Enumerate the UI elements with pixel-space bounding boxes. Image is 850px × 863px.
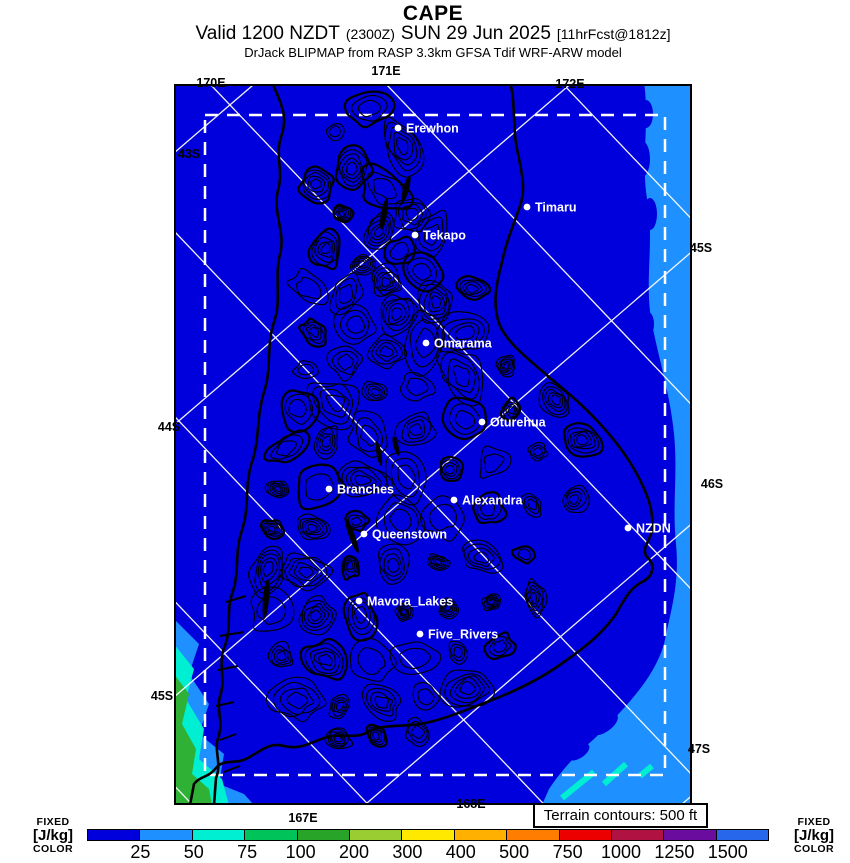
colorbar-tick-200: 200 — [338, 842, 370, 862]
cape-low-fill — [174, 84, 692, 805]
colorbar-tick-300: 300 — [392, 842, 423, 862]
map-svg — [174, 84, 692, 805]
station-dot-Oturehua — [479, 419, 486, 426]
cape-low-blob — [642, 312, 654, 336]
station-dot-Queenstown — [361, 531, 368, 538]
axis-label-44S: 44S — [157, 420, 181, 434]
colorbar-segment-1 — [139, 829, 192, 841]
colorbar-unit-label: [J/kg] — [793, 827, 834, 845]
cape-low-blob — [633, 249, 649, 289]
station-label-Five_Rivers: Five_Rivers — [428, 627, 499, 642]
axis-label-167E: 167E — [288, 811, 318, 825]
axis-label-170E: 170E — [196, 76, 226, 90]
forecast-hour: [11hrFcst@1812z] — [556, 26, 671, 42]
station-label-Tekapo: Tekapo — [423, 228, 466, 243]
axis-label-168E: 168E — [456, 797, 486, 811]
colorbar-color-label: COLOR — [33, 842, 73, 855]
axis-label-43S: 43S — [177, 147, 201, 161]
colorbar-tick-25: 25 — [130, 842, 151, 862]
axis-label-46S: 46S — [700, 477, 724, 491]
colorbar-fixed-label: FIXED — [36, 816, 70, 828]
colorbar-fixed-label: FIXED — [797, 816, 831, 828]
valid-time-line — [193, 23, 674, 45]
station-label-Queenstown: Queenstown — [372, 527, 448, 542]
colorbar-tick-500: 500 — [499, 842, 530, 862]
colorbar-tick-75: 75 — [237, 842, 258, 862]
colorbar-segment-4 — [297, 829, 350, 841]
cape-low-blob — [651, 576, 661, 592]
terrain-contours-note: Terrain contours: 500 ft — [533, 803, 708, 828]
colorbar-unit-label: [J/kg] — [32, 827, 73, 845]
colorbar-segment-7 — [454, 829, 507, 841]
station-dot-Omarama — [423, 340, 430, 347]
axis-label-45S: 45S — [689, 241, 713, 255]
colorbar-segment-5 — [349, 829, 402, 841]
colorbar-segment-6 — [401, 829, 454, 841]
cape-map — [174, 84, 692, 805]
colorbar-segment-2 — [192, 829, 245, 841]
station-dot-Tekapo — [412, 232, 419, 239]
station-label-Alexandra: Alexandra — [462, 493, 523, 508]
colorbar-segment-12 — [716, 829, 769, 841]
cape-colorbar — [87, 829, 769, 841]
station-label-Oturehua: Oturehua — [490, 415, 546, 430]
station-dot-Timaru — [524, 204, 531, 211]
station-dot-Mavora_Lakes — [356, 598, 363, 605]
station-dot-NZDN — [625, 525, 632, 532]
colorbar-units-right — [783, 817, 845, 855]
colorbar-segment-3 — [244, 829, 297, 841]
colorbar-tick-400: 400 — [445, 842, 476, 862]
axis-label-171E: 171E — [371, 64, 401, 78]
valid-time-utc: (2300Z) — [345, 26, 395, 42]
cape-low-blob — [634, 141, 650, 177]
axis-label-47S: 47S — [687, 742, 711, 756]
valid-time-main: Valid 1200 NZDT — [195, 23, 340, 44]
axis-label-45S: 45S — [150, 689, 174, 703]
cape-low-blob — [643, 198, 657, 230]
colorbar-tick-1000: 1000 — [600, 842, 642, 862]
station-label-Mavora_Lakes: Mavora_Lakes — [367, 594, 454, 609]
station-label-Omarama: Omarama — [434, 336, 492, 351]
station-label-Erewhon: Erewhon — [406, 121, 459, 136]
colorbar-tick-1500: 1500 — [707, 842, 748, 862]
station-label-Timaru: Timaru — [535, 200, 577, 215]
colorbar-segment-8 — [506, 829, 559, 841]
valid-date: SUN 29 Jun 2025 — [400, 23, 551, 44]
colorbar-units-left — [22, 817, 84, 855]
colorbar-segment-0 — [87, 829, 140, 841]
station-dot-Erewhon — [395, 125, 402, 132]
colorbar-tick-50: 50 — [183, 842, 204, 862]
colorbar-tick-750: 750 — [552, 842, 583, 862]
axis-label-172E: 172E — [555, 77, 585, 91]
station-dot-Five_Rivers — [417, 631, 424, 638]
map-layers — [174, 84, 692, 805]
colorbar-segment-10 — [611, 829, 664, 841]
colorbar-tick-100: 100 — [285, 842, 316, 862]
station-dot-Alexandra — [451, 497, 458, 504]
colorbar-color-label: COLOR — [794, 842, 834, 855]
colorbar-segment-11 — [663, 829, 716, 841]
station-dot-Branches — [326, 486, 333, 493]
station-label-Branches: Branches — [337, 482, 394, 497]
colorbar-tick-1250: 1250 — [654, 842, 695, 862]
station-label-NZDN: NZDN — [636, 521, 671, 536]
colorbar-segment-9 — [559, 829, 612, 841]
page-title: CAPE — [402, 2, 464, 25]
model-source-line: DrJack BLIPMAP from RASP 3.3km GFSA Tdif WRF-ARW model — [244, 45, 622, 60]
